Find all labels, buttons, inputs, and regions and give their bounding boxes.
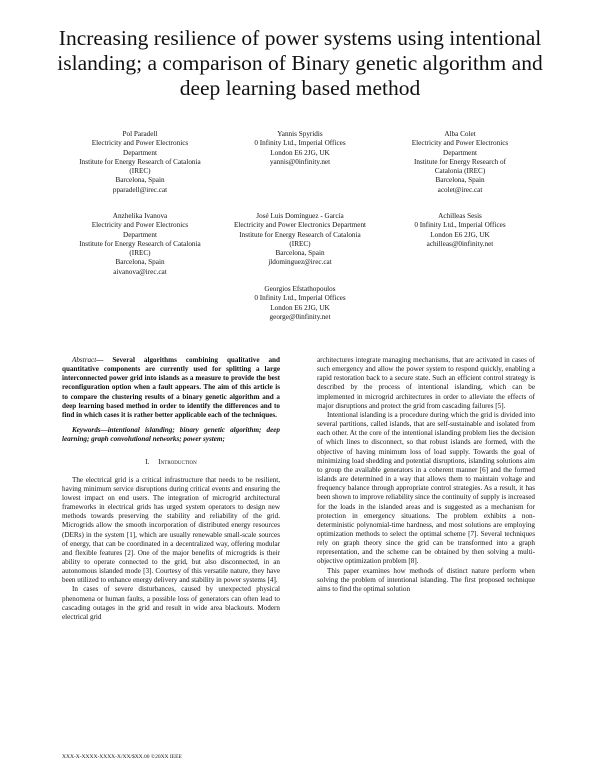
body-paragraph: architectures integrate managing mechanisms, that are activated in cases of such emergency and allow the power system to respond quickly, enabling a rapid restoration back to a secure state. Such an efficient control strategy is described by the process of intentional islanding, which can be implemented in microgrid architectures in order to alleviate the effects of major disruptions and protect the grid from cascading failures [5].	[317, 356, 535, 410]
keywords: Keywords—intentional islanding; binary genetic algorithm; deep learning; graph convolutional networks; power system;	[62, 426, 280, 444]
author-name: Achilleas Sesis	[438, 212, 482, 220]
body-paragraph: In cases of severe disturbances, caused by unexpected physical phenomena or human faults, a possible loss of generators can often lead to cascading outages in the grid and result in wide area blackouts. Modern electrical grid	[62, 585, 280, 621]
author-block: Georgios Efstathopoulos 0 Infinity Ltd., Imperial Offices London E6 2JG, UK george@0infinity.net	[220, 285, 380, 322]
section-heading: I. Introduction	[145, 458, 197, 467]
abstract-label: Abstract	[72, 356, 97, 364]
abstract	[62, 356, 280, 420]
author-name: Pol Paradell	[122, 130, 158, 138]
author-name: Yannis Spyridis	[277, 130, 323, 138]
author-block: Anzhelika Ivanova Electricity and Power Electronics Department Institute for Energy Research of Catalonia (IREC) Barcelona, Spain aivanova@irec.cat	[60, 212, 220, 277]
body-paragraph: Intentional islanding is a procedure during which the grid is divided into several partitions, called islands, that are self-sustainable and isolated from each other. At the core of the intentional islanding problem lies the decision of which lines to disconnect, so that robust islands are formed, with the objective of having minimum loss of load supply. Towards the goal of minimizing load shedding and potential disruptions, islanding solutions aim to group the available generators in a coherent manner [6] and the formed islands are determined in a way that allows them to maintain voltage and frequency balance through appropriate control strategies. As a result, it has been shown to improve reliability since the continuity of supply is increased for the loads in the islanded areas and is suggested as a mechanism for protection in emergency situations. The problem exhibits a non-deterministic polynomial-time hardness, and most solutions are employing optimization methods to select the optimal scheme [7]. Several techniques rely on graph theory since the grid can be transformed into a graph representation, and the scheme can be obtained by then solving a multi-objective optimization problem [8].	[317, 410, 535, 566]
copyright-footer: XXX-X-XXXX-XXXX-X/XX/$XX.00 ©20XX IEEE	[62, 754, 182, 760]
author-block: Alba Colet Electricity and Power Electronics Department Institute for Energy Research of Catalonia (IREC) Barcelona, Spain acolet@irec.cat	[380, 130, 540, 195]
author-block: José Luis Domínguez - García Electricity and Power Electronics Department Institute for Energy Research of Catalonia (IREC) Barcelona, Spain jldominguez@irec.cat	[220, 212, 380, 268]
author-name: Georgios Efstathopoulos	[264, 285, 336, 293]
body-paragraph: The electrical grid is a critical infrastructure that needs to be resilient, having minimum service disruptions during critical events and ensuring the lowest impact on end users. The integration of microgrid architectural frameworks in electrical grids has urged system operators to design new methods towards preserving the stability and reliability of the grid. Microgrids allow the smooth incorporation of distributed energy resources (DERs) in the system [1], which are usually renewable small-scale sources of energy, that can be coordinated in a decentralized way, offering modular and flexible features [2]. One of the major benefits of microgrids is their ability to operate connected to the grid, but also disconnected, in an autonomous islanded mode [3]. Courtesy of this versatile nature, they have been utilized to enhance energy delivery and stability in power systems [4].	[62, 475, 280, 585]
right-column	[317, 356, 535, 594]
paper-title: Increasing resilience of power systems using intentional islanding; a comparison of Binary genetic algorithm and deep learning based method	[57, 26, 543, 100]
author-block: Achilleas Sesis 0 Infinity Ltd., Imperial Offices London E6 2JG, UK achilleas@0infinity.net	[380, 212, 540, 249]
author-block: Pol Paradell Electricity and Power Electronics Department Institute for Energy Research of Catalonia (IREC) Barcelona, Spain pparadell@irec.cat	[60, 130, 220, 195]
body-paragraph: This paper examines how methods of distinct nature perform when solving the problem of intentional islanding. The first proposed technique aims to find the optimal solution	[317, 566, 535, 593]
author-name: José Luis Domínguez - García	[256, 212, 344, 220]
author-name: Anzhelika Ivanova	[112, 212, 168, 220]
author-block: Yannis Spyridis 0 Infinity Ltd., Imperial Offices London E6 2JG, UK yannis@0infinity.net	[220, 130, 380, 167]
section-title: Introduction	[158, 458, 197, 467]
left-column	[62, 356, 280, 622]
author-name: Alba Colet	[444, 130, 476, 138]
abstract-text: — Several algorithms combining qualitative and quantitative components are currently used for splitting a large interconnected power grid into islands as a measure to provide the best reconfiguration option when a fault appears. The aim of this article is to compare the clustering results of a binary genetic algorithm and a deep learning based method in order to identify the differences and to find in which cases it is rather better applicable each of the techniques.	[62, 356, 280, 419]
